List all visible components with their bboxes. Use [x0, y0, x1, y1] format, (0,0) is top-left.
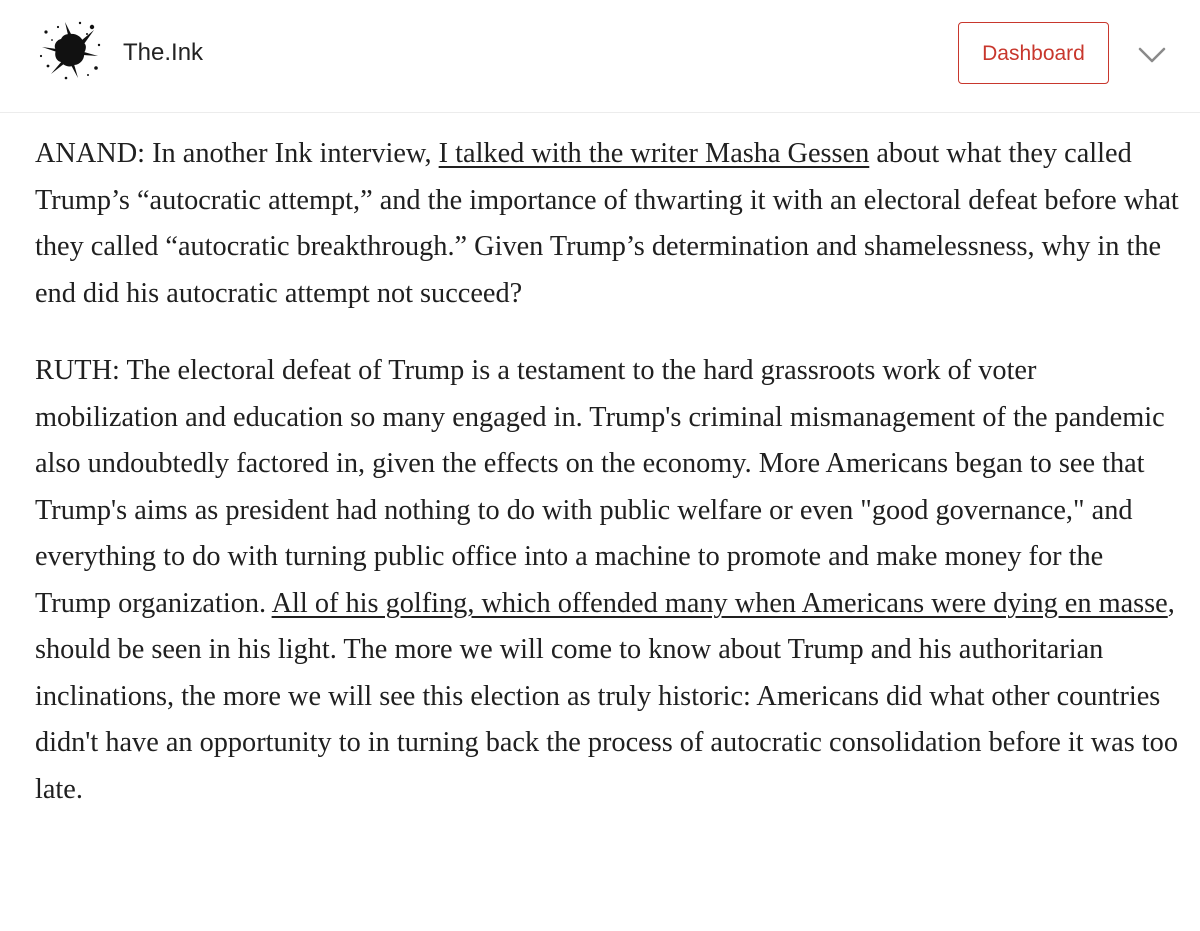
- ink-splatter-icon[interactable]: [38, 18, 102, 82]
- p1-text-after: about what they called Trump’s “autocratic attempt,” and the importance of thwarting it with an electoral defeat before what they called “autocratic breakthrough.” Given Trump’s determination and shamelessness, why in the end did his autocratic attempt not succeed?: [35, 138, 1179, 309]
- p1-text-before: ANAND: In another Ink interview,: [35, 138, 439, 169]
- dashboard-button[interactable]: Dashboard: [958, 22, 1109, 84]
- p2-text-after: , should be seen in his light. The more we will come to know about Trump and his authoritarian inclinations, the more we will see this election as truly historic: Americans did what other countries didn't have an opportunity to in turning back the process of autocratic consolidation before it was too late.: [35, 587, 1178, 805]
- p2-text-before: RUTH: The electoral defeat of Trump is a testament to the hard grassroots work of voter mobilization and education so many engaged in. Trump's criminal mismanagement of the pandemic also undoubtedly factored in, given the effects on the economy. More Americans began to see that Trump's aims as president had nothing to do with public welfare or even "good governance," and everything to do with turning public office into a machine to promote and make money for the Trump organization.: [35, 355, 1165, 619]
- anand-question-paragraph: [35, 131, 1185, 317]
- article-body: [35, 131, 1185, 844]
- top-navigation-bar: [0, 0, 1200, 113]
- site-name-link[interactable]: The.Ink: [123, 39, 204, 66]
- chevron-down-icon[interactable]: [1136, 43, 1168, 67]
- golfing-article-link[interactable]: All of his golfing, which offended many when Americans were dying en masse: [271, 587, 1168, 619]
- ruth-answer-paragraph: [35, 348, 1185, 813]
- masha-gessen-interview-link[interactable]: I talked with the writer Masha Gessen: [438, 138, 870, 169]
